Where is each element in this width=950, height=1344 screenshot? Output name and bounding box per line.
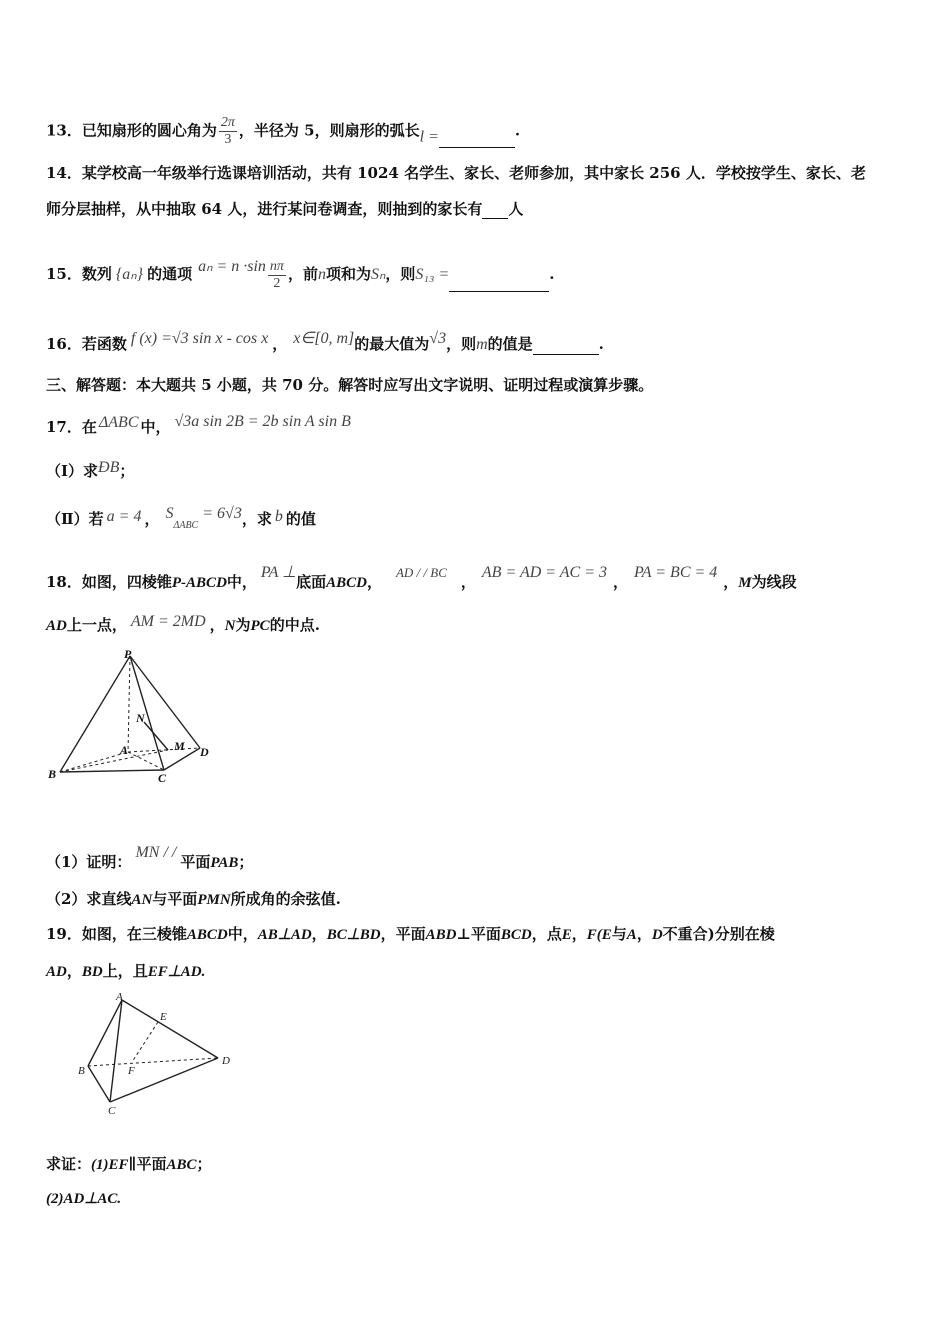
q14-line2-b: 人	[508, 200, 524, 218]
q19-proof-abc: ABC	[166, 1157, 197, 1173]
q18-text-e: 为线段	[751, 573, 797, 591]
question-19	[46, 924, 775, 945]
q13-fraction	[219, 115, 237, 148]
q19-AD: AD	[46, 964, 67, 980]
q15-sn: Sₙ	[370, 266, 386, 283]
q18-text-a: 如图，四棱锥	[81, 573, 172, 591]
q15-fraction	[268, 259, 286, 292]
edge-PA	[128, 656, 130, 752]
label-B: B	[78, 1065, 85, 1077]
q17-p1-a: （Ⅰ）求	[46, 462, 99, 480]
q18-number: 18．	[46, 573, 82, 591]
q19-abcd: ABCD	[186, 927, 228, 943]
question-18	[46, 563, 797, 593]
label-N: N	[136, 711, 145, 725]
q13-answer-blank	[439, 133, 515, 148]
q19-perp: ⊥平面	[456, 925, 501, 943]
q18-m1: PA ⊥	[260, 564, 297, 581]
q15-text-d: 项和为	[325, 265, 371, 283]
q16-text-a: 若函数	[81, 335, 127, 353]
q18-p1-math: MN / /	[135, 844, 177, 861]
q19-proof-1b: 平面	[136, 1155, 167, 1173]
q17-p2-sep: ，	[144, 510, 160, 528]
q19-abd: ABD	[425, 927, 457, 943]
q15-seq: {aₙ}	[115, 266, 144, 283]
q18-text-d: ，	[723, 573, 739, 591]
q19-line1-c: ，平面	[380, 925, 426, 943]
q15-number: 15．	[46, 265, 82, 283]
q17-number: 17．	[46, 418, 82, 436]
q17-p2-bvar: b	[274, 508, 283, 525]
q13-math-l: l =	[419, 128, 439, 146]
q17-p2-m2: S	[165, 505, 174, 522]
q19-E: E	[561, 927, 572, 943]
q17-part1	[46, 458, 134, 481]
q18-p1-a: （1）证明：	[46, 853, 132, 871]
label-A: A	[120, 743, 129, 757]
q19-s3: ，	[636, 925, 652, 943]
q17-p2-b: ，求	[241, 510, 272, 528]
q17-p2-m1: a = 4	[106, 508, 142, 525]
q15-text-a: 数列	[81, 265, 112, 283]
q19-line1-d: ，点	[531, 925, 562, 943]
question-18-line2	[46, 612, 320, 636]
edge-AC	[128, 752, 164, 770]
q19-c2: BC⊥BD	[326, 927, 381, 943]
q19-F: F(E	[586, 927, 612, 943]
q13-end: .	[514, 121, 521, 140]
q18-text-b: 中，	[226, 573, 257, 591]
q19-line1-b: 中，	[227, 925, 258, 943]
edge-BD	[88, 1058, 218, 1066]
question-14-line1: 14．某学校高一年级举行选课培训活动，共有 1024 名学生、家长、老师参加，其中家长 256 人．学校按学生、家长、老	[46, 164, 866, 182]
q18-line2-d: 的中点.	[269, 616, 320, 634]
q19-condition: EF⊥AD.	[147, 964, 206, 980]
q15-frac-num: nπ	[269, 258, 284, 274]
q19-line2-a: 上，且	[102, 962, 148, 980]
q19-s2: ，	[571, 925, 587, 943]
q13-text-a: 已知扇形的圆心角为	[81, 121, 217, 140]
q16-text-b: 的最大值为	[354, 335, 430, 353]
question-15	[46, 257, 555, 292]
q18-p2-c: 所成角的余弦值.	[230, 890, 341, 908]
edge-AD	[128, 748, 200, 752]
label-A: A	[116, 991, 123, 1003]
figure-18-pyramid	[40, 642, 210, 802]
q15-s13: S₁₃ =	[415, 266, 450, 283]
edge-AD	[122, 1000, 218, 1058]
q18-comma3: ，	[613, 573, 629, 591]
q19-s1: ，	[311, 925, 327, 943]
q13-number: 13．	[46, 121, 82, 140]
q18-m3: AB = AD = AC = 3	[481, 564, 608, 581]
q15-answer-blank	[449, 277, 549, 292]
q18-p1-b: 平面	[180, 853, 211, 871]
q16-formula: f (x) =√3 sin x - cos x	[130, 330, 269, 347]
q18-p1-c: ；	[238, 853, 254, 871]
q19-proof-par: ∥	[128, 1155, 137, 1173]
q19-line1-e: 与	[611, 925, 627, 943]
label-F: F	[128, 1065, 135, 1077]
q14-line2-a: 师分层抽样，从中抽取 64 人，进行某问卷调查，则抽到的家长有	[46, 200, 483, 218]
q19-line1-a: 19．如图，在三棱锥	[46, 925, 187, 943]
q19-proof-2	[46, 1188, 121, 1209]
q17-p1-b: ；	[119, 462, 135, 480]
q15-text-c: ，前	[287, 265, 318, 283]
q19-BD: BD	[81, 964, 103, 980]
edge-PD	[130, 656, 200, 748]
q17-triangle: ΔABC	[98, 414, 139, 431]
q19-proof-1	[46, 1154, 212, 1175]
q18-p2-an: AN	[131, 892, 153, 908]
q19-s4: ，	[66, 962, 82, 980]
q18-comma2: ，	[460, 573, 476, 591]
edge-EF	[132, 1022, 158, 1062]
q16-answer-blank	[533, 340, 599, 355]
q18-text-c: 底面	[296, 573, 327, 591]
q18-AD: AD	[46, 618, 67, 634]
q16-m: m	[476, 336, 488, 353]
q15-end: .	[549, 265, 555, 283]
q19-c1: AB⊥AD	[257, 927, 312, 943]
q15-formula-a: aₙ = n ·sin	[198, 258, 266, 275]
label-D: D	[200, 745, 209, 759]
q17-p2-sub: ΔABC	[173, 520, 199, 531]
q15-n: n	[317, 266, 326, 283]
q18-line2-b: ，	[209, 616, 225, 634]
q14-answer-blank	[482, 204, 508, 219]
q16-text-d: 的值是	[487, 335, 533, 353]
q18-part1	[46, 843, 253, 873]
q16-max: √3	[429, 330, 447, 347]
label-B: B	[48, 767, 57, 781]
q18-line2-c: 为	[235, 616, 251, 634]
q17-p2-c: 的值	[285, 510, 316, 528]
q18-line2-a: 上一点，	[66, 616, 127, 634]
edge-AB	[88, 1000, 122, 1066]
q19-proof-2-text: (2)AD⊥AC.	[46, 1191, 122, 1207]
q16-number: 16．	[46, 335, 82, 353]
q19-bcd: BCD	[500, 927, 532, 943]
q18-m2: AD / / BC	[395, 565, 447, 580]
q16-sep: ，	[272, 335, 288, 353]
q18-comma1: ，	[366, 573, 382, 591]
q13-frac-den: 3	[224, 132, 232, 147]
q16-end: .	[598, 335, 604, 353]
edge-BC	[60, 770, 164, 772]
q19-proof-1c: ；	[196, 1155, 212, 1173]
q19-line1-f: 不重合)分别在棱	[662, 925, 775, 943]
q18-part2	[46, 889, 341, 910]
q17-p2-m3: = 6√3	[198, 505, 242, 522]
q17-p2-a: （Ⅱ）若	[46, 510, 104, 528]
edge-CD	[110, 1058, 218, 1102]
q16-text-c: ，则	[446, 335, 477, 353]
question-17	[46, 412, 351, 437]
question-16	[46, 329, 604, 355]
q18-PC: PC	[250, 618, 270, 634]
q13-text-b: ，半径为 5，则扇形的弧长	[238, 121, 420, 140]
figure-19-tetrahedron	[72, 990, 242, 1120]
label-E: E	[160, 1011, 167, 1023]
q18-M: M	[738, 575, 752, 591]
q18-m4: PA = BC = 4	[634, 564, 718, 581]
q17-equation: √3a sin 2B = 2b sin A sin B	[174, 413, 351, 430]
q19-proof-a: 求证：	[46, 1155, 92, 1173]
edge-NM	[144, 722, 168, 750]
edge-AC	[110, 1000, 122, 1102]
label-C: C	[108, 1105, 116, 1117]
label-M: M	[174, 739, 185, 753]
q18-m5: AM = 2MD	[130, 613, 206, 630]
q17-text-b: 中，	[140, 418, 171, 436]
q18-p2-a: （2）求直线	[46, 890, 132, 908]
q15-frac-den: 2	[273, 275, 281, 291]
q19-proof-1-ef: (1)EF	[91, 1157, 129, 1173]
q17-part2	[46, 504, 316, 536]
section-3-heading: 三、解答题：本大题共 5 小题，共 70 分。解答时应写出文字说明、证明过程或演算步骤。	[46, 376, 654, 394]
question-13	[46, 115, 520, 148]
edge-BC	[88, 1066, 110, 1102]
q18-pyramid: P-ABCD	[171, 575, 227, 591]
q18-p1-pab: PAB	[210, 855, 239, 871]
q15-text-b: 的通项	[147, 265, 193, 283]
q18-p2-b: 与平面	[152, 890, 198, 908]
q18-N: N	[224, 618, 236, 634]
q18-base: ABCD	[326, 575, 367, 591]
q19-D: D	[651, 927, 663, 943]
question-19-line2	[46, 961, 205, 982]
label-D: D	[222, 1055, 230, 1067]
q18-p2-pmn: PMN	[197, 892, 231, 908]
q16-domain: x∈[0, m]	[293, 330, 355, 347]
q15-text-e: ，则	[385, 265, 416, 283]
q17-text-a: 在	[81, 418, 97, 436]
label-C: C	[158, 771, 167, 785]
q17-p1-math: ÐB	[98, 459, 120, 476]
label-P: P	[124, 647, 132, 661]
edge-BM	[60, 750, 168, 772]
q19-A: A	[626, 927, 637, 943]
q13-frac-num: 2π	[220, 115, 235, 130]
question-14-line2	[46, 199, 523, 219]
